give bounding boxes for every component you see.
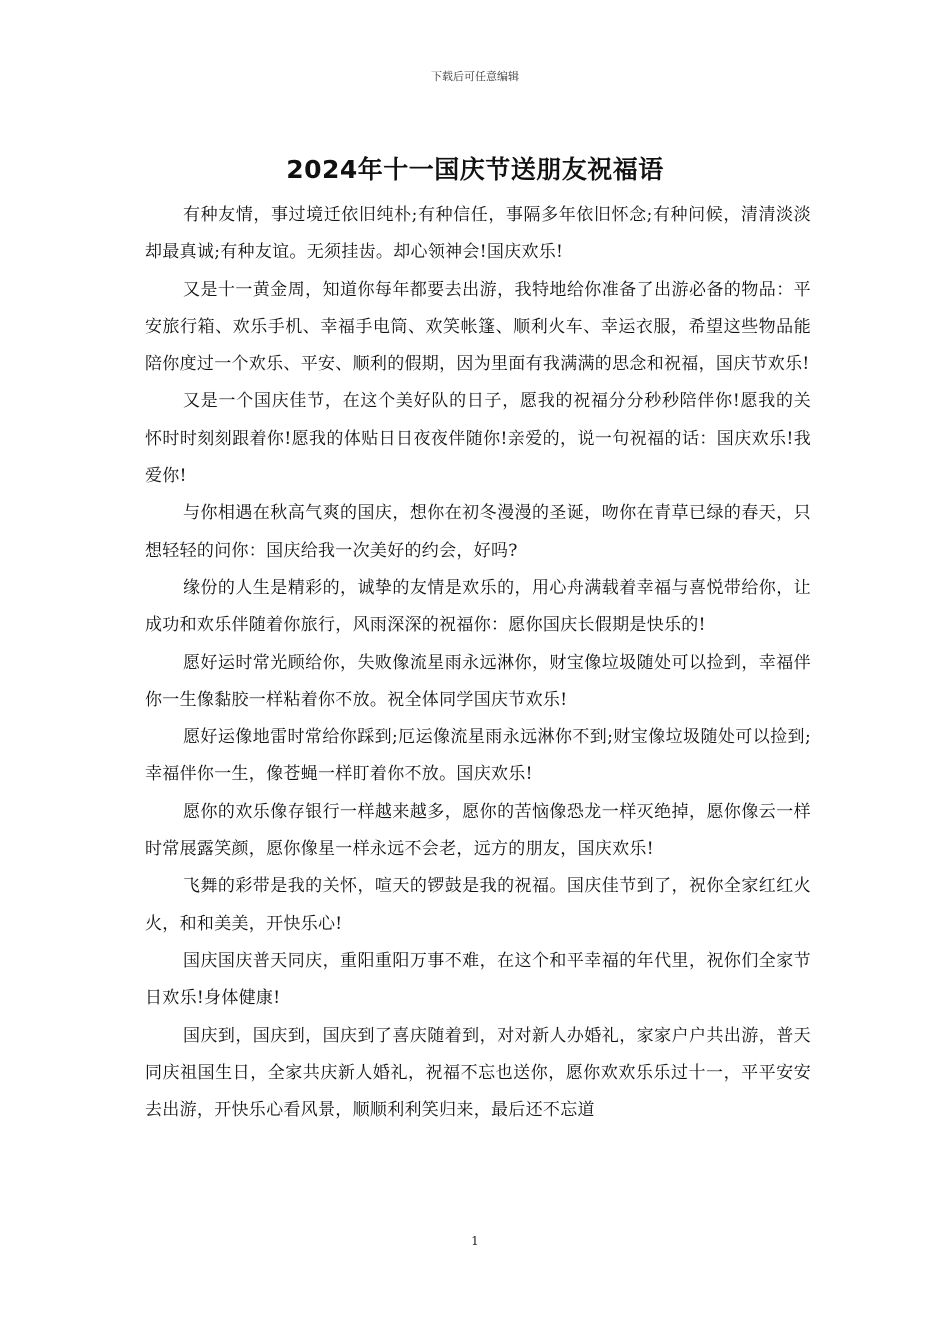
page-header: 下载后可任意编辑: [431, 70, 519, 83]
paragraph: 国庆到，国庆到，国庆到了喜庆随着到，对对新人办婚礼，家家户户共出游，普天同庆祖国生日，全家共庆新人婚礼，祝福不忘也送你，愿你欢欢乐乐过十一，平平安安去出游，开快乐心看风景，顺顺利利笑归来，最后还不忘道: [145, 1025, 811, 1121]
paragraph: 缘份的人生是精彩的，诚挚的友情是欢乐的，用心舟满载着幸福与喜悦带给你，让成功和欢乐伴随着你旅行，风雨深深的祝福你：愿你国庆长假期是快乐的!: [145, 577, 811, 636]
paragraph: 又是一个国庆佳节，在这个美好队的日子，愿我的祝福分分秒秒陪伴你!愿我的关怀时时刻刻跟着你!愿我的体贴日日夜夜伴随你!亲爱的，说一句祝福的话：国庆欢乐!我爱你!: [145, 391, 811, 487]
document-body: [145, 197, 811, 1129]
paragraph: 愿好运时常光顾给你，失败像流星雨永远淋你，财宝像垃圾随处可以捡到，幸福伴你一生像黏胶一样粘着你不放。祝全体同学国庆节欢乐!: [145, 652, 811, 710]
paragraph: 有种友情，事过境迁依旧纯朴;有种信任，事隔多年依旧怀念;有种问候，清清淡淡却最真诚;有种友谊。无须挂齿。却心领神会!国庆欢乐!: [145, 205, 811, 263]
paragraph: 国庆国庆普天同庆，重阳重阳万事不难，在这个和平幸福的年代里，祝你们全家节日欢乐!身体健康!: [145, 950, 811, 1009]
paragraph: 愿你的欢乐像存银行一样越来越多，愿你的苦恼像恐龙一样灭绝掉，愿你像云一样时常展露笑颜，愿你像星一样永远不会老，远方的朋友，国庆欢乐!: [145, 801, 811, 860]
paragraph: 又是十一黄金周，知道你每年都要去出游，我特地给你准备了出游必备的物品：平安旅行箱、欢乐手机、幸福手电筒、欢笑帐篷、顺利火车、幸运衣服，希望这些物品能陪你度过一个欢乐、平安、顺利的假期，因为里面有我满满的思念和祝福，国庆节欢乐!: [145, 279, 811, 375]
paragraph: 愿好运像地雷时常给你踩到;厄运像流星雨永远淋你不到;财宝像垃圾随处可以捡到;幸福伴你一生，像苍蝇一样盯着你不放。国庆欢乐!: [145, 727, 811, 785]
document-title: 2024年十一国庆节送朋友祝福语: [286, 155, 664, 184]
paragraph: 与你相遇在秋高气爽的国庆，想你在初冬漫漫的圣诞，吻你在青草已绿的春天，只想轻轻的问你：国庆给我一次美好的约会，好吗?: [145, 503, 811, 561]
page-number: 1: [471, 1234, 479, 1248]
paragraph: 飞舞的彩带是我的关怀，喧天的锣鼓是我的祝福。国庆佳节到了，祝你全家红红火火，和和美美，开快乐心!: [145, 876, 811, 934]
